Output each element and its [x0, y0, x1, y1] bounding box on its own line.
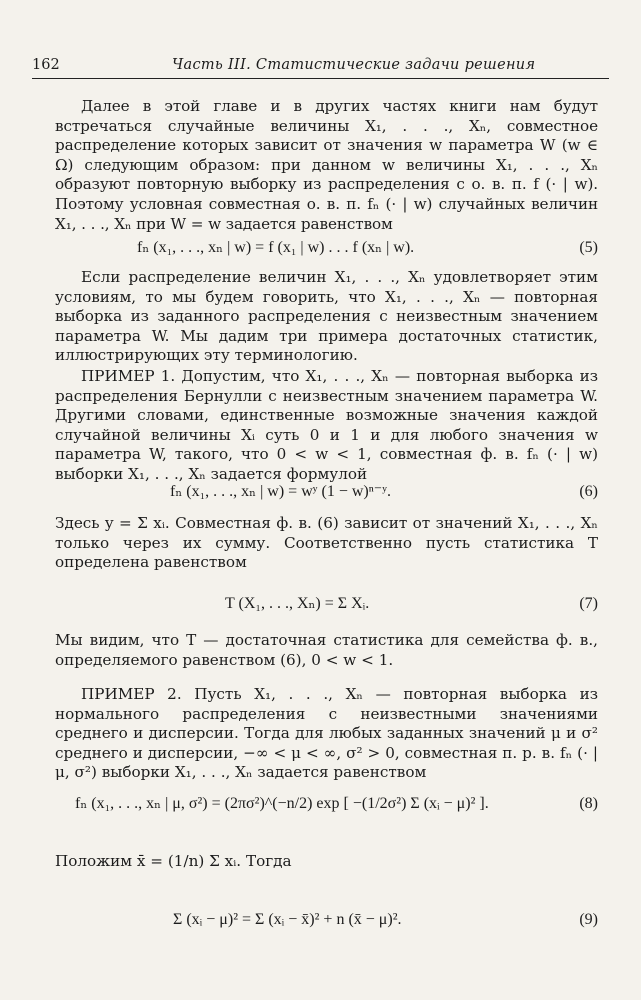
- equation-5-label: (5): [579, 239, 598, 256]
- paragraph-4: Здесь y = Σ xᵢ. Совместная ф. в. (6) зависит от значений X₁, . . ., Xₙ только через их сумму. Соответственно пусть статистика T определена равенством: [55, 514, 598, 572]
- equation-6-body: fₙ (x₁, . . ., xₙ | w) = wʸ (1 − w)ⁿ⁻ʸ.: [170, 483, 391, 500]
- equation-8-label: (8): [579, 795, 598, 812]
- paragraph-example-1: ПРИМЕР 1. Допустим, что X₁, . . ., Xₙ — повторная выборка из распределения Бернулли с неизвестным значением параметра W. Другими словами, единственные возможные значения каждой случайной величины Xᵢ суть 0 и 1 и для любого значения w параметра W, такого, что 0 < w < 1, совместная ф. в. fₙ (· | w) выборки X₁, . . ., Xₙ задается формулой: [55, 367, 598, 483]
- equation-7-body: T (X₁, . . ., Xₙ) = Σ Xᵢ.: [225, 595, 370, 612]
- paragraph-5: Мы видим, что T — достаточная статистика для семейства ф. в., определяемого равенством (6), 0 < w < 1.: [55, 631, 598, 669]
- header-rule: [32, 78, 609, 79]
- equation-5-body: fₙ (x₁, . . ., xₙ | w) = f (x₁ | w) . . . f (xₙ | w).: [137, 239, 415, 256]
- equation-9-body: Σ (xᵢ − μ)² = Σ (xᵢ − x̄)² + n (x̄ − μ)².: [173, 911, 402, 928]
- equation-8: [55, 794, 598, 818]
- paragraph-1: Далее в этой главе и в других частях книги нам будут встречаться случайные величины X₁, . . ., Xₙ, совместное распределение которых зависит от значения w параметра W (w ∈ Ω) следующим образом: при данном w величины X₁, . . ., Xₙ образуют повторную выборку из распределения с о. в. п. f (· | w). Поэтому условная совместная о. в. п. fₙ (· | w) случайных величин X₁, . . ., Xₙ при W = w задается равенством: [55, 97, 598, 233]
- paragraph-7: Положим x̄ = (1/n) Σ xᵢ. Тогда: [55, 852, 292, 870]
- equation-6: [55, 482, 598, 506]
- equation-9-label: (9): [579, 911, 598, 928]
- paragraph-example-2: ПРИМЕР 2. Пусть X₁, . . ., Xₙ — повторная выборка из нормального распределения с неизвестными значениями среднего и дисперсии. Тогда для любых заданных значений μ и σ² среднего и дисперсии, −∞ < μ < ∞, σ² > 0, совместная п. р. в. fₙ (· | μ, σ²) выборки X₁, . . ., Xₙ задается равенством: [55, 685, 598, 782]
- equation-7: [55, 594, 598, 618]
- page-number: 162: [32, 57, 60, 73]
- equation-5: [55, 238, 598, 262]
- equation-8-body: fₙ (x₁, . . ., xₙ | μ, σ²) = (2πσ²)^(−n/2) exp [ −(1/2σ²) Σ (xᵢ − μ)² ].: [75, 795, 489, 812]
- equation-6-label: (6): [579, 483, 598, 500]
- paragraph-2: Если распределение величин X₁, . . ., Xₙ удовлетворяет этим условиям, то мы будем говорить, что X₁, . . ., Xₙ — повторная выборка из заданного распределения с неизвестным значением параметра W. Мы дадим три примера достаточных статистик, иллюстрирующих эту терминологию.: [55, 268, 598, 365]
- equation-9: [55, 910, 598, 934]
- equation-7-label: (7): [579, 595, 598, 612]
- running-title: Часть III. Статистические задачи решения: [172, 57, 536, 73]
